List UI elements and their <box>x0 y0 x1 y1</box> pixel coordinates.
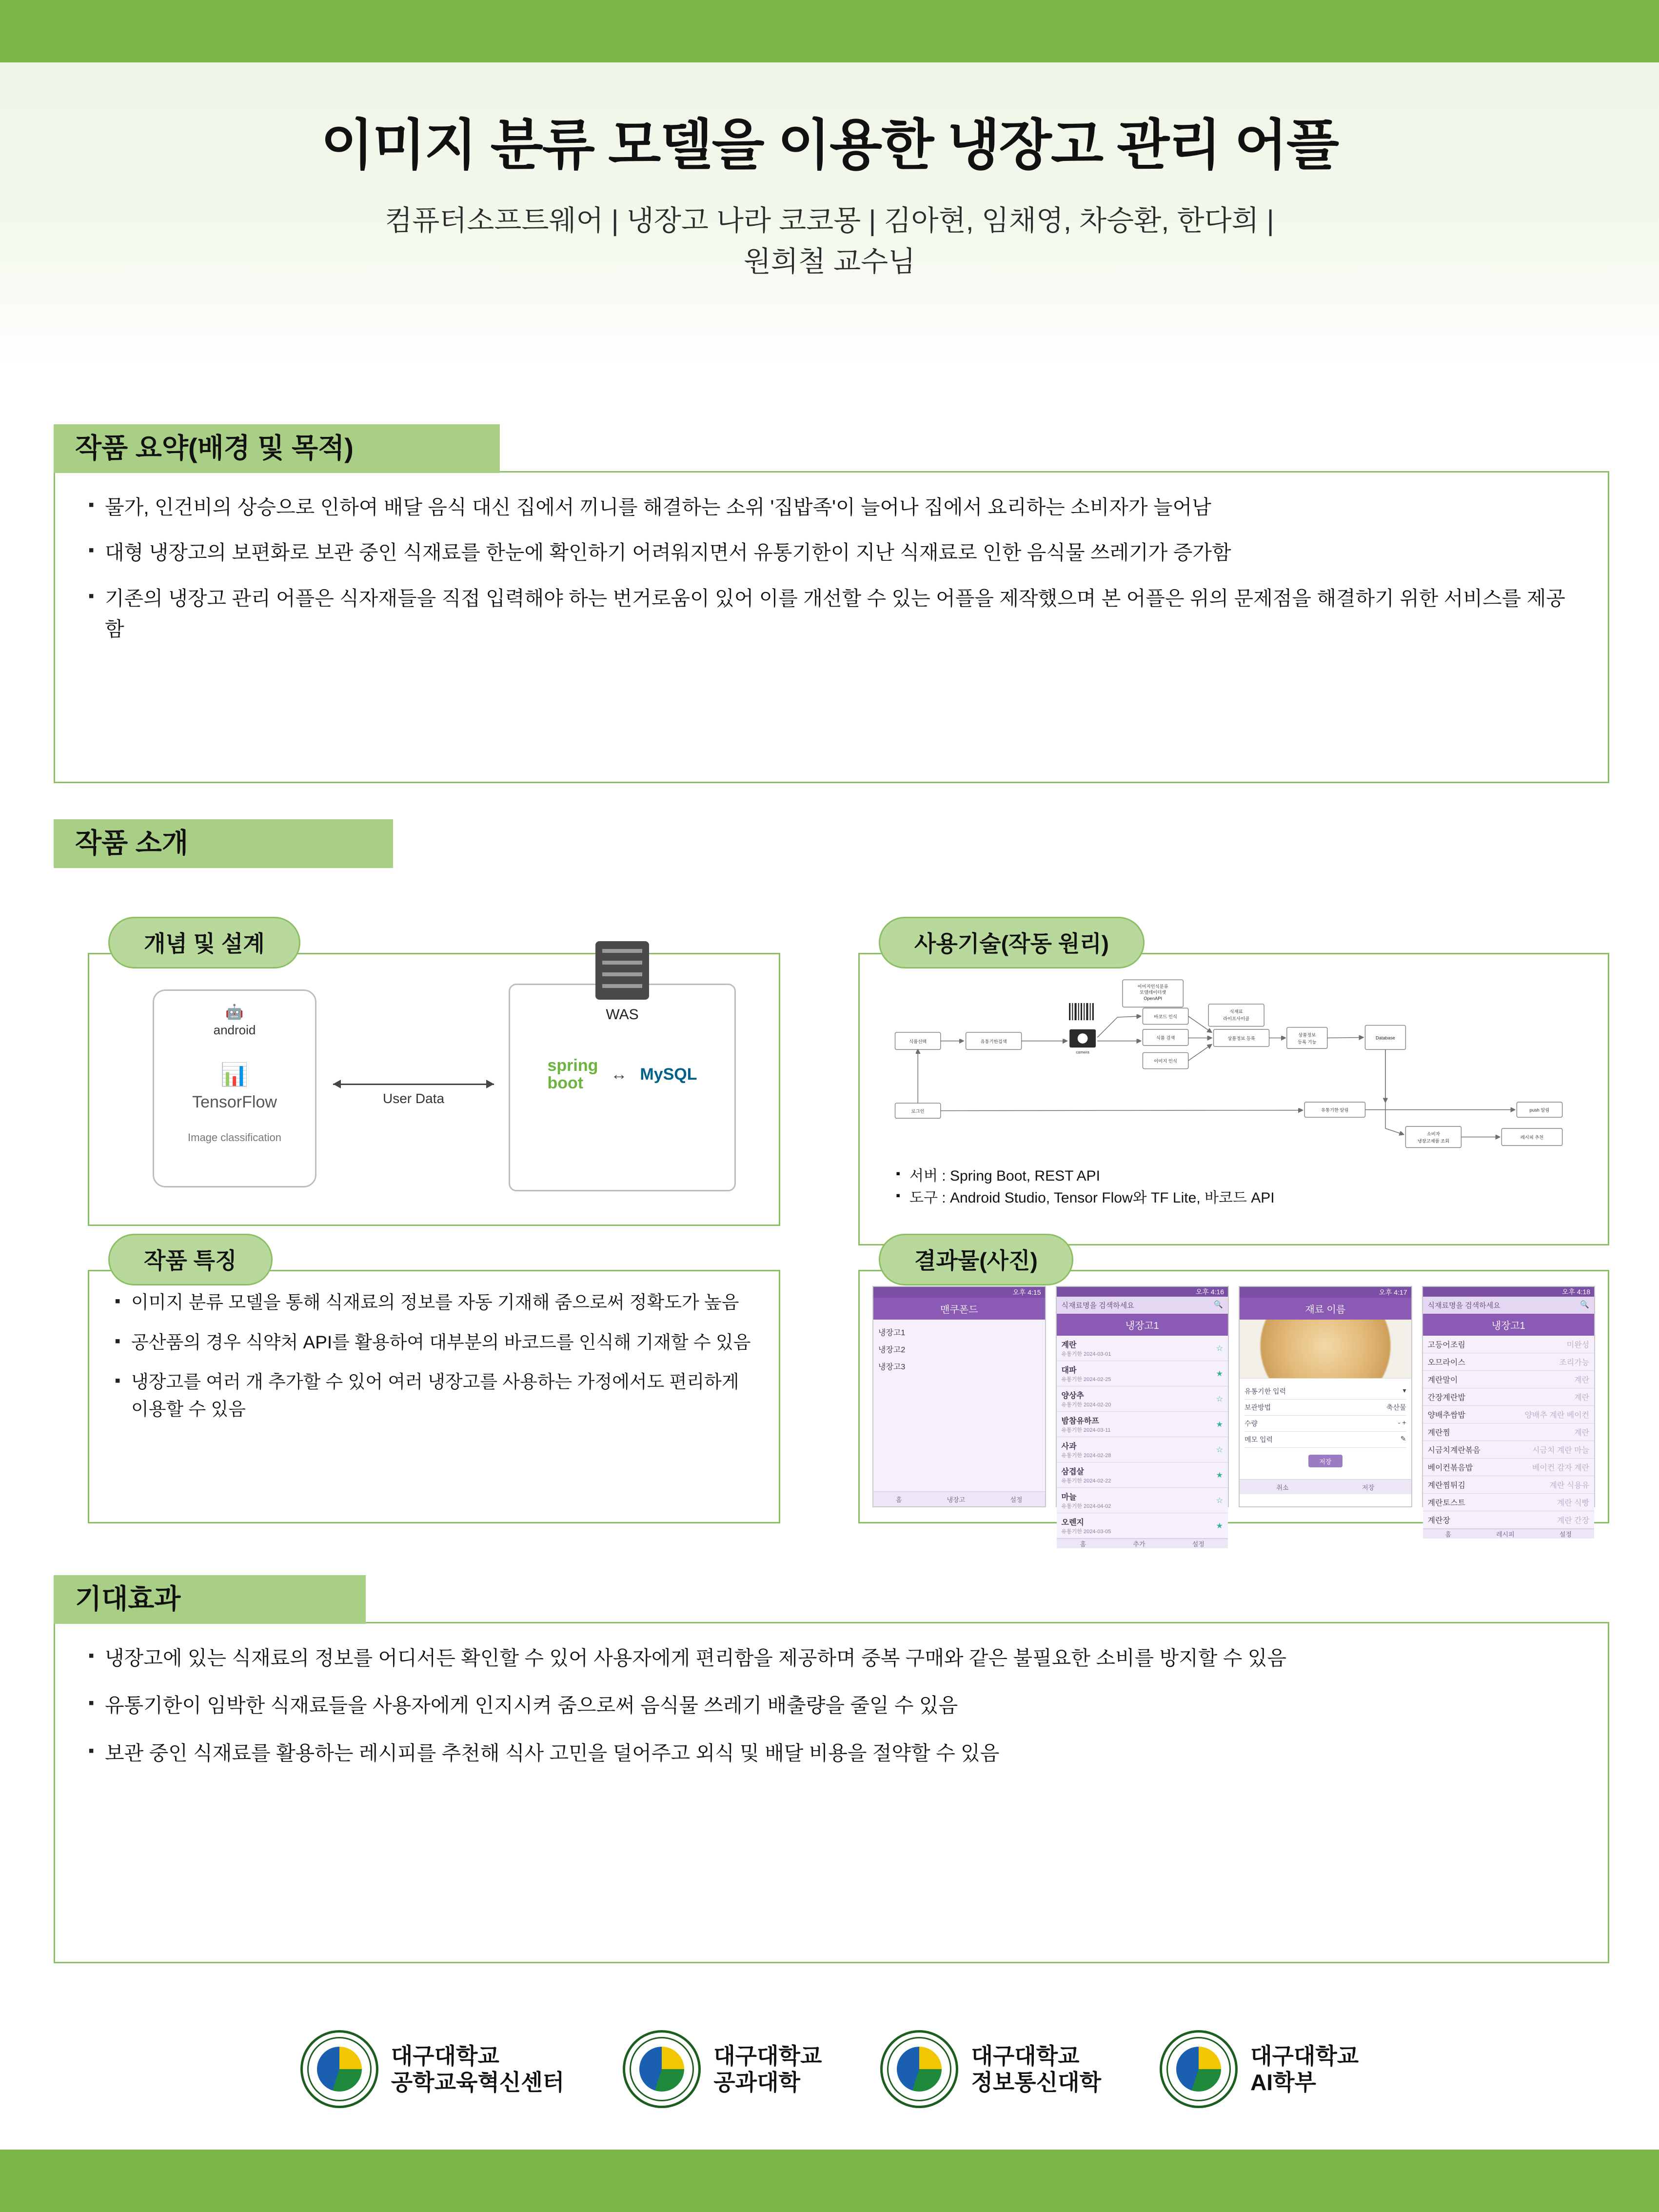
field-label: 유통기한 입력 <box>1244 1387 1286 1395</box>
screen-title: 맨쿠폰드 <box>873 1298 1045 1320</box>
mysql-logo: MySQL <box>640 1065 697 1084</box>
bottom-accent-bar <box>0 2150 1659 2212</box>
recipe-ingredients: 미완성 <box>1566 1341 1589 1349</box>
table-row[interactable] <box>1423 1476 1595 1494</box>
server-rack-icon <box>595 941 649 1000</box>
item-name: 마늘 <box>1061 1493 1077 1501</box>
table-row[interactable] <box>1057 1488 1228 1513</box>
item-name: 계란 <box>1061 1341 1077 1349</box>
tech-flow-diagram <box>860 977 1608 1162</box>
footer-logos <box>0 1989 1659 2150</box>
table-row[interactable] <box>1423 1511 1595 1529</box>
item-expiry: 유통기한 2024-04-02 <box>1061 1503 1111 1509</box>
logo-text <box>713 2043 822 2096</box>
recipe-name: 오므라이스 <box>1427 1359 1465 1367</box>
favorite-icon[interactable]: ★ <box>1216 1420 1223 1429</box>
table-row[interactable] <box>1057 1361 1228 1386</box>
fridge-list[interactable] <box>873 1320 1045 1491</box>
poster-subtitle <box>0 180 1659 282</box>
logo-text <box>971 2043 1101 2096</box>
logo-line-2: 공과대학 <box>713 2070 800 2095</box>
item-expiry: 유통기한 2024-03-01 <box>1061 1351 1111 1357</box>
status-bar: 오후 4:17 <box>1240 1287 1411 1298</box>
recipe-name: 계란장 <box>1427 1517 1450 1525</box>
logo-line-1: 대구대학교 <box>971 2043 1080 2069</box>
nav-item-save[interactable]: 저장 <box>1362 1483 1375 1491</box>
recipe-list[interactable] <box>1423 1336 1595 1529</box>
logo-unit <box>623 2030 822 2108</box>
section-effect-title: 기대효과 <box>54 1575 366 1624</box>
svg-text:식품 검색: 식품 검색 <box>1156 1035 1175 1041</box>
search-input[interactable] <box>1423 1297 1595 1314</box>
table-row[interactable] <box>1423 1459 1595 1476</box>
logo-line-1: 대구대학교 <box>713 2043 822 2069</box>
top-accent-bar <box>0 0 1659 62</box>
section-summary <box>54 424 1609 783</box>
exchange-arrow-icon: ↔ <box>611 1065 628 1084</box>
field-label: 보관방법 <box>1244 1403 1271 1411</box>
field-storage[interactable] <box>1244 1400 1406 1416</box>
logo-text <box>1250 2043 1359 2096</box>
effect-bullet-list <box>55 1623 1608 1805</box>
card-tech-title: 사용기술(작동 원리) <box>879 917 1145 968</box>
field-label: 수량 <box>1244 1420 1258 1427</box>
food-photo <box>1240 1320 1411 1379</box>
item-expiry: 유통기한 2024-02-22 <box>1061 1478 1111 1484</box>
logo-unit <box>300 2030 565 2108</box>
bottom-nav[interactable] <box>1423 1529 1595 1539</box>
favorite-icon[interactable]: ★ <box>1216 1369 1223 1378</box>
recipe-ingredients: 조리가능 <box>1559 1359 1589 1367</box>
table-row[interactable] <box>1057 1412 1228 1437</box>
ingredient-list[interactable] <box>1057 1336 1228 1539</box>
app-screen-fridge-list <box>872 1286 1046 1507</box>
spring-label-2: boot <box>547 1073 584 1092</box>
table-row[interactable] <box>1057 1513 1228 1539</box>
item-name: 오렌지 <box>1061 1519 1084 1527</box>
item-expiry: 유통기한 2024-02-28 <box>1061 1453 1111 1459</box>
tech-notes-list <box>860 1162 1608 1209</box>
user-data-label: User Data <box>382 1091 445 1106</box>
item-expiry: 유통기한 2024-02-20 <box>1061 1402 1111 1408</box>
section-intro <box>54 819 393 868</box>
list-item: ▪ 냉장고를 여러 개 추가할 수 있어 여러 냉장고를 사용하는 가정에서도 편리하게 이용할 수 있음 <box>112 1368 759 1422</box>
favorite-icon[interactable]: ★ <box>1216 1521 1223 1530</box>
tensorflow-caption: Image classification <box>188 1131 281 1144</box>
field-quantity[interactable] <box>1244 1416 1406 1432</box>
app-screenshots <box>872 1286 1595 1548</box>
list-item[interactable]: 냉장고3 <box>878 1363 906 1371</box>
list-item: ▪ 냉장고에 있는 식재료의 정보를 어디서든 확인할 수 있어 사용자에게 편리함을 제공하며 중복 구매와 같은 불필요한 소비를 방지할 수 있음 <box>85 1643 1580 1674</box>
logo-text <box>391 2043 565 2096</box>
status-bar: 오후 4:16 <box>1057 1287 1228 1297</box>
field-memo[interactable] <box>1244 1432 1406 1448</box>
svg-text:레시피 추천: 레시피 추천 <box>1520 1135 1544 1140</box>
android-client-box <box>153 989 316 1187</box>
android-label: android <box>213 1023 256 1037</box>
card-tech <box>858 917 1609 1245</box>
app-screen-item-detail <box>1239 1286 1412 1507</box>
favorite-icon[interactable]: ☆ <box>1216 1344 1223 1353</box>
recipe-ingredients: 계란 <box>1574 1394 1589 1402</box>
subtitle-line-1: 컴퓨터소프트웨어 | 냉장고 나라 코코몽 | 김아현, 임채영, 차승환, 한다희 | <box>385 205 1274 237</box>
server-stack <box>510 1057 734 1092</box>
server-box <box>509 984 736 1191</box>
svg-text:상품정보 등록: 상품정보 등록 <box>1227 1036 1255 1041</box>
favorite-icon[interactable]: ★ <box>1216 1471 1223 1480</box>
list-item[interactable]: 냉장고2 <box>878 1346 906 1354</box>
search-placeholder: 식재료명을 검색하세요 <box>1061 1302 1134 1310</box>
svg-text:유통기한검색: 유통기한검색 <box>980 1039 1007 1044</box>
search-input[interactable] <box>1057 1297 1228 1314</box>
svg-text:camera: camera <box>1076 1049 1089 1055</box>
logo-line-2: 공학교육혁신센터 <box>391 2070 565 2095</box>
recipe-name: 양배추쌈밥 <box>1427 1411 1465 1420</box>
card-design <box>88 917 780 1226</box>
section-intro-title: 작품 소개 <box>54 819 393 868</box>
tensorflow-icon: 📊 <box>220 1062 249 1087</box>
list-item[interactable]: 냉장고1 <box>878 1329 906 1337</box>
search-icon[interactable]: 🔍 <box>1580 1301 1589 1309</box>
recipe-ingredients: 계란 간장 <box>1557 1517 1589 1525</box>
svg-text:OpenAPI: OpenAPI <box>1144 996 1163 1001</box>
double-arrow-icon <box>333 1084 494 1085</box>
feature-bullet-list <box>89 1271 779 1445</box>
recipe-name: 시금치계란볶음 <box>1427 1446 1481 1455</box>
list-item: ▪ 공산품의 경우 식약처 API를 활용하여 대부분의 바코드를 인식해 기재할 수 있음 <box>112 1329 759 1356</box>
chevron-down-icon[interactable]: ▾ <box>1402 1386 1406 1394</box>
nav-item-home[interactable]: 홈 <box>896 1496 902 1503</box>
status-bar: 오후 4:15 <box>873 1287 1045 1298</box>
item-name: 삼겹살 <box>1061 1468 1084 1476</box>
page-title: 이미지 분류 모델을 이용한 냉장고 관리 어플 <box>320 115 1339 176</box>
screen-title: 냉장고1 <box>1423 1314 1595 1336</box>
table-row[interactable] <box>1423 1406 1595 1423</box>
recipe-name: 계란찜튀김 <box>1427 1481 1465 1490</box>
item-expiry: 유통기한 2024-03-11 <box>1061 1427 1111 1433</box>
nav-item-cancel[interactable]: 취소 <box>1276 1483 1289 1491</box>
card-tech-body <box>858 953 1609 1245</box>
nav-item-fridge[interactable]: 냉장고 <box>947 1496 966 1503</box>
favorite-icon[interactable]: ☆ <box>1216 1496 1223 1505</box>
logo-line-2: AI학부 <box>1250 2070 1316 2095</box>
table-row[interactable] <box>1057 1462 1228 1488</box>
list-item: ▪ 유통기한이 임박한 식재료들을 사용자에게 인지시켜 줌으로써 음식물 쓰레기 배출량을 줄일 수 있음 <box>85 1690 1580 1721</box>
card-feature <box>88 1234 780 1523</box>
list-item: ▪ 이미지 분류 모델을 통해 식재료의 정보를 자동 기재해 줌으로써 정확도가 높음 <box>112 1289 759 1316</box>
logo-line-1: 대구대학교 <box>391 2043 499 2069</box>
card-feature-body <box>88 1270 780 1523</box>
recipe-ingredients: 시금치 계란 마늘 <box>1532 1446 1589 1455</box>
search-placeholder: 식재료명을 검색하세요 <box>1427 1302 1501 1310</box>
card-feature-title: 작품 특징 <box>108 1234 273 1285</box>
table-row[interactable] <box>1423 1423 1595 1441</box>
nav-item-settings[interactable]: 설정 <box>1559 1531 1572 1538</box>
item-expiry: 유통기한 2024-03-05 <box>1061 1529 1111 1535</box>
favorite-icon[interactable]: ☆ <box>1216 1395 1223 1403</box>
table-row[interactable] <box>1423 1388 1595 1406</box>
table-row[interactable] <box>1423 1441 1595 1459</box>
svg-text:이미지인식분류: 이미지인식분류 <box>1137 984 1168 989</box>
section-summary-title: 작품 요약(배경 및 목적) <box>54 424 500 473</box>
recipe-name: 베이컨볶음밥 <box>1427 1464 1473 1472</box>
card-design-body <box>88 953 780 1226</box>
recipe-ingredients: 계란 식빵 <box>1557 1499 1589 1507</box>
architecture-diagram <box>89 979 779 1208</box>
nav-item-recipe[interactable]: 레시피 <box>1496 1531 1515 1538</box>
spring-boot-logo <box>547 1057 598 1092</box>
table-row[interactable] <box>1423 1371 1595 1388</box>
user-data-arrow <box>333 1084 494 1106</box>
was-label: WAS <box>606 1007 639 1023</box>
recipe-ingredients: 계란 <box>1574 1429 1589 1437</box>
university-seal-icon <box>1160 2030 1238 2108</box>
table-row[interactable] <box>1423 1494 1595 1511</box>
section-summary-body <box>54 471 1609 783</box>
svg-text:로그인: 로그인 <box>911 1108 925 1114</box>
card-result-body <box>858 1270 1609 1548</box>
card-result-title: 결과물(사진) <box>879 1234 1073 1285</box>
svg-text:바코드 인식: 바코드 인식 <box>1154 1014 1177 1019</box>
list-item: ▪ 대형 냉장고의 보편화로 보관 중인 식재료를 한눈에 확인하기 어려워지면서 유통기한이 지난 식재료로 인한 음식물 쓰레기가 증가함 <box>85 537 1580 569</box>
svg-text:push 알림: push 알림 <box>1529 1107 1550 1113</box>
list-item: ▪ 보관 중인 식재료를 활용하는 레시피를 추천해 식사 고민을 덜어주고 외식 및 배달 비용을 절약할 수 있음 <box>85 1738 1580 1769</box>
recipe-name: 계란말이 <box>1427 1376 1458 1384</box>
nav-item-home[interactable]: 홈 <box>1080 1540 1086 1548</box>
svg-text:라이프사이클: 라이프사이클 <box>1223 1016 1250 1022</box>
tensorflow-label: TensorFlow <box>192 1093 277 1111</box>
svg-text:식재료: 식재료 <box>1229 1009 1243 1014</box>
subtitle-line-2: 원희철 교수님 <box>743 246 916 278</box>
university-seal-icon <box>623 2030 701 2108</box>
list-item: ▪ 기존의 냉장고 관리 어플은 식자재들을 직접 입력해야 하는 번거로움이 있어 이를 개선할 수 있는 어플을 제작했으며 본 어플은 위의 문제점을 해결하기 위한 서비스를 제공함 <box>85 583 1580 645</box>
university-seal-icon <box>300 2030 378 2108</box>
recipe-name: 계란찜 <box>1427 1429 1450 1437</box>
svg-text:모델데이터셋: 모델데이터셋 <box>1140 990 1166 995</box>
app-screen-recipe-list <box>1422 1286 1596 1538</box>
flow-diagram-svg <box>860 977 1608 1169</box>
table-row[interactable] <box>1057 1437 1228 1462</box>
recipe-ingredients: 양배추 계란 베이컨 <box>1524 1411 1589 1420</box>
svg-text:소비자: 소비자 <box>1426 1131 1440 1137</box>
svg-text:냉장고제품 조회: 냉장고제품 조회 <box>1417 1138 1450 1144</box>
svg-text:Database: Database <box>1375 1035 1395 1041</box>
card-design-title: 개념 및 설계 <box>108 917 300 968</box>
field-label: 메모 입력 <box>1244 1436 1273 1443</box>
recipe-name: 고등어조림 <box>1427 1341 1465 1349</box>
item-name: 양상추 <box>1061 1392 1084 1400</box>
list-item: ▪ 물가, 인건비의 상승으로 인하여 배달 음식 대신 집에서 끼니를 해결하는 소위 '집밥족'이 늘어나 집에서 요리하는 소비자가 늘어남 <box>85 492 1580 523</box>
nav-item-home[interactable]: 홈 <box>1445 1531 1452 1538</box>
logo-unit <box>1160 2030 1359 2108</box>
nav-item-add[interactable]: 추가 <box>1133 1540 1146 1548</box>
app-screen-ingredient-list <box>1056 1286 1229 1548</box>
recipe-ingredients: 계란 <box>1574 1376 1589 1384</box>
bottom-nav[interactable] <box>873 1491 1045 1506</box>
item-name: 밤참유하프 <box>1061 1417 1099 1425</box>
svg-text:유통기한 알림: 유통기한 알림 <box>1321 1107 1349 1113</box>
list-item: ▪ 도구 : Android Studio, Tensor Flow와 TF Lite, 바코드 API <box>894 1187 1608 1209</box>
edit-icon[interactable]: ✎ <box>1400 1435 1406 1442</box>
table-row[interactable] <box>1057 1386 1228 1412</box>
section-effect <box>54 1575 1609 1963</box>
recipe-name: 계란토스트 <box>1427 1499 1465 1507</box>
svg-text:이미지 인식: 이미지 인식 <box>1154 1059 1177 1064</box>
table-row[interactable] <box>1057 1336 1228 1361</box>
field-expiry[interactable] <box>1244 1383 1406 1400</box>
recipe-ingredients: 계란 식용유 <box>1549 1481 1589 1490</box>
item-name: 대파 <box>1061 1366 1077 1375</box>
svg-text:상품정보: 상품정보 <box>1298 1032 1316 1038</box>
poster-header <box>0 62 1659 370</box>
summary-bullet-list <box>55 473 1608 665</box>
recipe-name: 간장계란밥 <box>1427 1394 1465 1402</box>
bottom-nav[interactable] <box>1057 1539 1228 1548</box>
nav-item-settings[interactable]: 설정 <box>1192 1540 1205 1548</box>
save-button[interactable]: 저장 <box>1308 1455 1343 1467</box>
bottom-nav[interactable] <box>1240 1479 1411 1494</box>
logo-line-2: 정보통신대학 <box>971 2070 1102 2095</box>
svg-text:등록 기능: 등록 기능 <box>1297 1039 1317 1045</box>
item-name: 사과 <box>1061 1442 1077 1451</box>
logo-unit <box>880 2030 1101 2108</box>
svg-text:식품선택: 식품선택 <box>909 1039 927 1044</box>
nav-item-settings[interactable]: 설정 <box>1010 1496 1023 1503</box>
quantity-stepper[interactable]: - + <box>1398 1419 1406 1426</box>
list-item: ▪ 서버 : Spring Boot, REST API <box>894 1165 1608 1187</box>
detail-form[interactable] <box>1240 1379 1411 1479</box>
table-row[interactable] <box>1423 1336 1595 1353</box>
section-effect-body <box>54 1622 1609 1963</box>
card-result <box>858 1234 1609 1548</box>
table-row[interactable] <box>1423 1353 1595 1371</box>
recipe-ingredients: 베이컨 감자 계란 <box>1532 1464 1589 1472</box>
university-seal-icon <box>880 2030 958 2108</box>
logo-line-1: 대구대학교 <box>1250 2043 1359 2069</box>
android-robot-icon: 🤖 <box>225 1004 244 1020</box>
spring-label-1: spring <box>547 1056 598 1075</box>
status-bar: 오후 4:18 <box>1423 1287 1595 1297</box>
status-badge: 축산물 <box>1386 1403 1406 1411</box>
screen-title: 재료 이름 <box>1240 1298 1411 1320</box>
favorite-icon[interactable]: ☆ <box>1216 1445 1223 1454</box>
search-icon[interactable]: 🔍 <box>1214 1301 1223 1309</box>
item-expiry: 유통기한 2024-02-25 <box>1061 1377 1111 1382</box>
screen-title: 냉장고1 <box>1057 1314 1228 1336</box>
